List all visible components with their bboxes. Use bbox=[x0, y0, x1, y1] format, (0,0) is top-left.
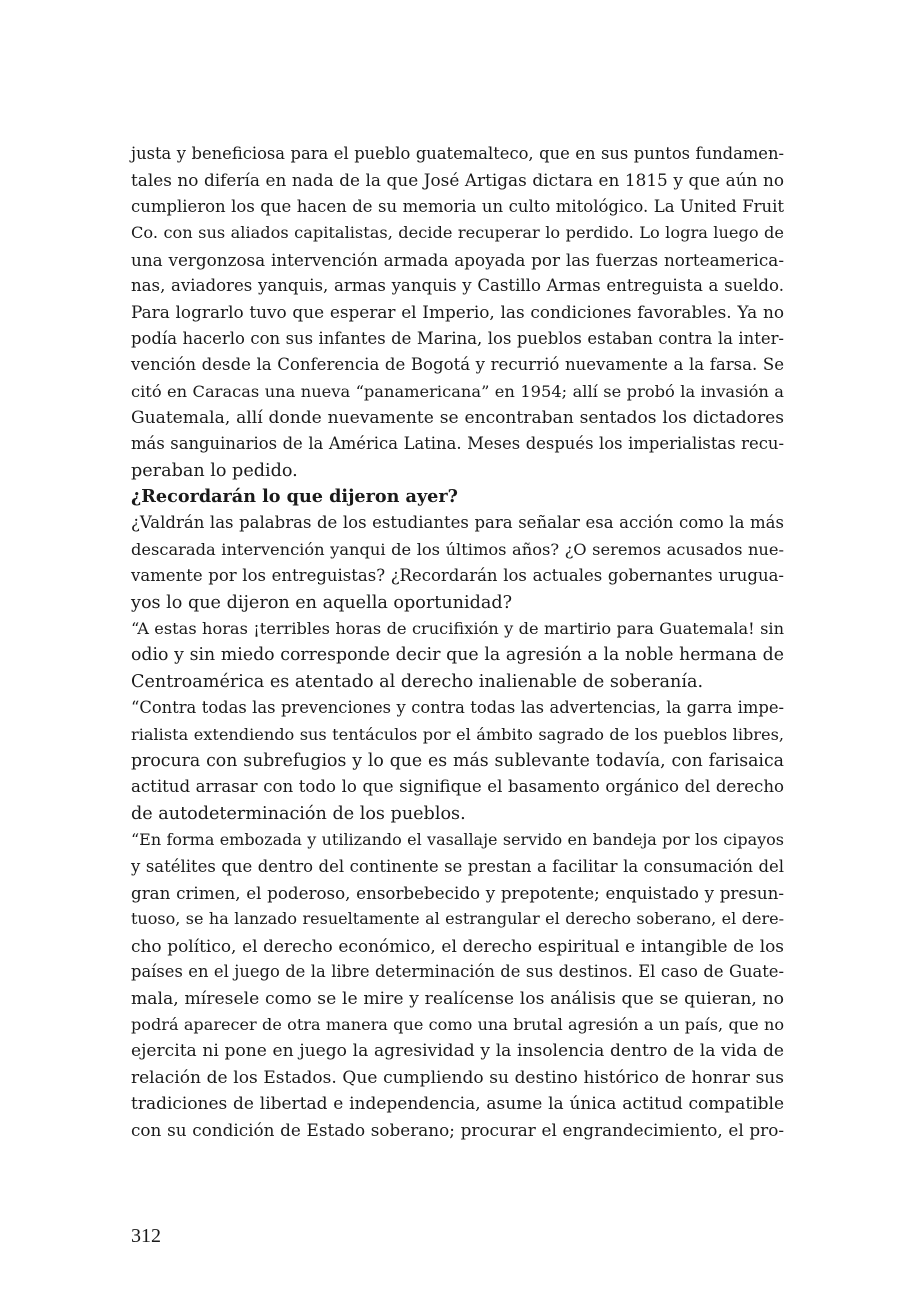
body-text bbox=[131, 141, 784, 1144]
text-line: actitud arrasar con todo lo que signifique el basamento orgánico del derecho bbox=[131, 777, 784, 797]
text-line: cho político, el derecho económico, el derecho espiritual e intangible de los bbox=[131, 935, 784, 956]
text-line: podrá aparecer de otra manera que como una brutal agresión a un país, que no bbox=[131, 1014, 784, 1034]
text-line: más sanguinarios de la América Latina. Meses después los imperialistas recu- bbox=[131, 434, 784, 454]
text-line: citó en Caracas una nueva “panamericana” en 1954; allí se probó la invasión a bbox=[131, 381, 784, 401]
text-line: gran crimen, el poderoso, ensorbebecido y prepotente; enquistado y presun- bbox=[131, 882, 784, 903]
text-line: vamente por los entreguistas? ¿Recordarán los actuales gobernantes urugua- bbox=[131, 566, 784, 586]
text-line: rialista extendiendo sus tentáculos por el ámbito sagrado de los pueblos libres, bbox=[131, 724, 784, 744]
text-line: procura con subrefugios y lo que es más sublevante todavía, con farisaica bbox=[131, 750, 784, 771]
text-line: mala, míresele como se le mire y realícense los análisis que se quieran, no bbox=[131, 988, 784, 1009]
text-line: justa y beneficiosa para el pueblo guatemalteco, que en sus puntos fundamen- bbox=[131, 144, 784, 163]
text-line: relación de los Estados. Que cumpliendo su destino histórico de honrar sus bbox=[131, 1067, 784, 1088]
text-line: una vergonzosa intervención armada apoyada por las fuerzas norteamerica- bbox=[131, 249, 784, 270]
text-line: peraban lo pedido. bbox=[131, 460, 298, 481]
text-line: Co. con sus aliados capitalistas, decide recuperar lo perdido. Lo logra luego de bbox=[131, 223, 784, 243]
text-line: tuoso, se ha lanzado resueltamente al estrangular el derecho soberano, el dere- bbox=[131, 909, 784, 929]
text-line: nas, aviadores yanquis, armas yanquis y Castillo Armas entreguista a sueldo. bbox=[131, 275, 784, 295]
text-line: odio y sin miedo corresponde decir que la agresión a la noble hermana de bbox=[131, 645, 784, 666]
text-line: Centroamérica es atentado al derecho inalienable de soberanía. bbox=[131, 671, 704, 692]
text-line: cumplieron los que hacen de su memoria un culto mitológico. La United Fruit bbox=[131, 196, 784, 216]
text-line: tales no difería en nada de la que José Artigas dictara en 1815 y que aún no bbox=[131, 170, 784, 191]
text-line: ¿Valdrán las palabras de los estudiantes para señalar esa acción como la más bbox=[131, 513, 784, 533]
text-line: con su condición de Estado soberano; procurar el engrandecimiento, el pro- bbox=[131, 1120, 784, 1141]
text-line: países en el juego de la libre determinación de sus destinos. El caso de Guate- bbox=[131, 962, 784, 982]
text-line: ejercita ni pone en juego la agresividad y la insolencia dentro de la vida de bbox=[131, 1041, 784, 1062]
text-line: yos lo que dijeron en aquella oportunidad? bbox=[131, 592, 513, 613]
text-line: “En forma embozada y utilizando el vasallaje servido en bandeja por los cipayos bbox=[131, 830, 784, 850]
text-line: Para lograrlo tuvo que esperar el Imperio, las condiciones favorables. Ya no bbox=[131, 302, 784, 323]
page-number: 312 bbox=[131, 1225, 161, 1247]
text-line: descarada intervención yanqui de los últimos años? ¿O seremos acusados nue- bbox=[131, 539, 784, 559]
text-line: tradiciones de libertad e independencia, asume la única actitud compatible bbox=[131, 1094, 784, 1115]
text-line: Guatemala, allí donde nuevamente se encontraban sentados los dictadores bbox=[131, 407, 784, 428]
text-line: vención desde la Conferencia de Bogotá y recurrió nuevamente a la farsa. Se bbox=[131, 355, 784, 375]
text-line: y satélites que dentro del continente se prestan a facilitar la consumación del bbox=[131, 856, 784, 876]
text-line: de autodeterminación de los pueblos. bbox=[131, 803, 466, 824]
text-line: “Contra todas las prevenciones y contra todas las advertencias, la garra impe- bbox=[131, 698, 784, 718]
section-heading: ¿Recordarán lo que dijeron ayer? bbox=[131, 486, 458, 508]
text-line: podía hacerlo con sus infantes de Marina, los pueblos estaban contra la inter- bbox=[131, 328, 784, 348]
text-line: “A estas horas ¡terribles horas de crucifixión y de martirio para Guatemala! sin bbox=[131, 619, 784, 639]
